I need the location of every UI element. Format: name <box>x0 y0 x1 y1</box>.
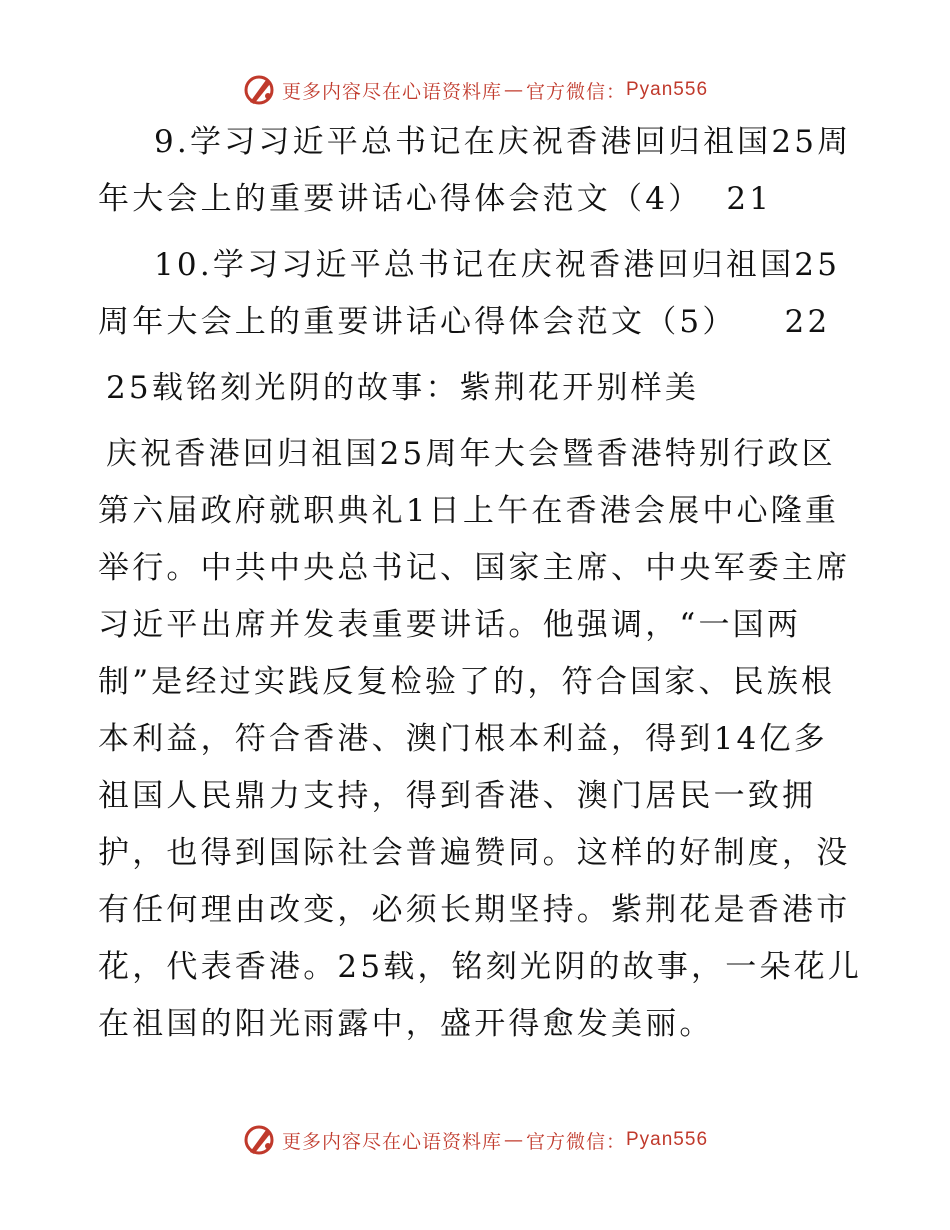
paragraph-line: 护，也得到国际社会普遍赞同。这样的好制度，没 <box>98 835 851 871</box>
paragraph-line: 第六届政府就职典礼1日上午在香港会展中心隆重 <box>98 493 840 529</box>
paragraph-line: 花，代表香港。25载，铭刻光阴的故事，一朵花儿 <box>98 949 863 985</box>
paragraph-line: 在祖国的阳光雨露中，盛开得愈发美丽。 <box>98 1006 714 1042</box>
toc-entry-line <box>98 171 858 228</box>
article-paragraph <box>98 426 863 1053</box>
paragraph-line: 庆祝香港回归祖国25周年大会暨香港特别行政区 <box>106 436 836 472</box>
banner-text: 更多内容尽在心语资料库 <box>281 1130 502 1153</box>
banner-separator: — <box>503 79 524 101</box>
quill-logo-icon <box>242 72 278 108</box>
banner-wechat-label: 官方微信： <box>525 1130 626 1153</box>
toc-entry[interactable] <box>98 114 858 228</box>
quill-logo-icon <box>242 1122 278 1158</box>
toc-entry-line <box>98 294 858 351</box>
toc-entry[interactable] <box>98 237 858 351</box>
paragraph-line: 举行。中共中央总书记、国家主席、中央军委主席 <box>98 550 851 586</box>
paragraph-line: 习近平出席并发表重要讲话。他强调，“一国两 <box>98 607 802 643</box>
banner-wechat-label: 官方微信： <box>525 80 626 103</box>
toc-page-number: 22 <box>784 304 831 340</box>
toc-entry-title-end: 年大会上的重要讲话心得体会范文（4） <box>98 181 703 217</box>
banner-separator: — <box>503 1129 524 1151</box>
toc-entry-line: 9.学习习近平总书记在庆祝香港回归祖国25周 <box>154 124 852 160</box>
banner-text: 更多内容尽在心语资料库 <box>281 80 502 103</box>
banner-wechat-id: Pyan556 <box>626 1129 709 1150</box>
paragraph-line: 制”是经过实践反复检验了的，符合国家、民族根 <box>98 664 836 700</box>
toc-entry-line: 10.学习习近平总书记在庆祝香港回归祖国25 <box>154 247 841 283</box>
toc-page-number: 21 <box>726 181 773 217</box>
paragraph-line: 本利益，符合香港、澳门根本利益，得到14亿多 <box>98 721 828 757</box>
toc-entry-title-end: 周年大会上的重要讲话心得体会范文（5） <box>98 304 737 340</box>
paragraph-line: 有任何理由改变，必须长期坚持。紫荆花是香港市 <box>98 892 851 928</box>
banner-wechat-id: Pyan556 <box>626 79 709 100</box>
document-body <box>98 114 863 1053</box>
paragraph-line: 祖国人民鼎力支持，得到香港、澳门居民一致拥 <box>98 778 817 814</box>
article-title: 25载铭刻光阴的故事：紫荆花开别样美 <box>106 370 700 406</box>
footer-watermark-banner <box>0 1120 950 1160</box>
header-watermark-banner <box>0 70 950 110</box>
